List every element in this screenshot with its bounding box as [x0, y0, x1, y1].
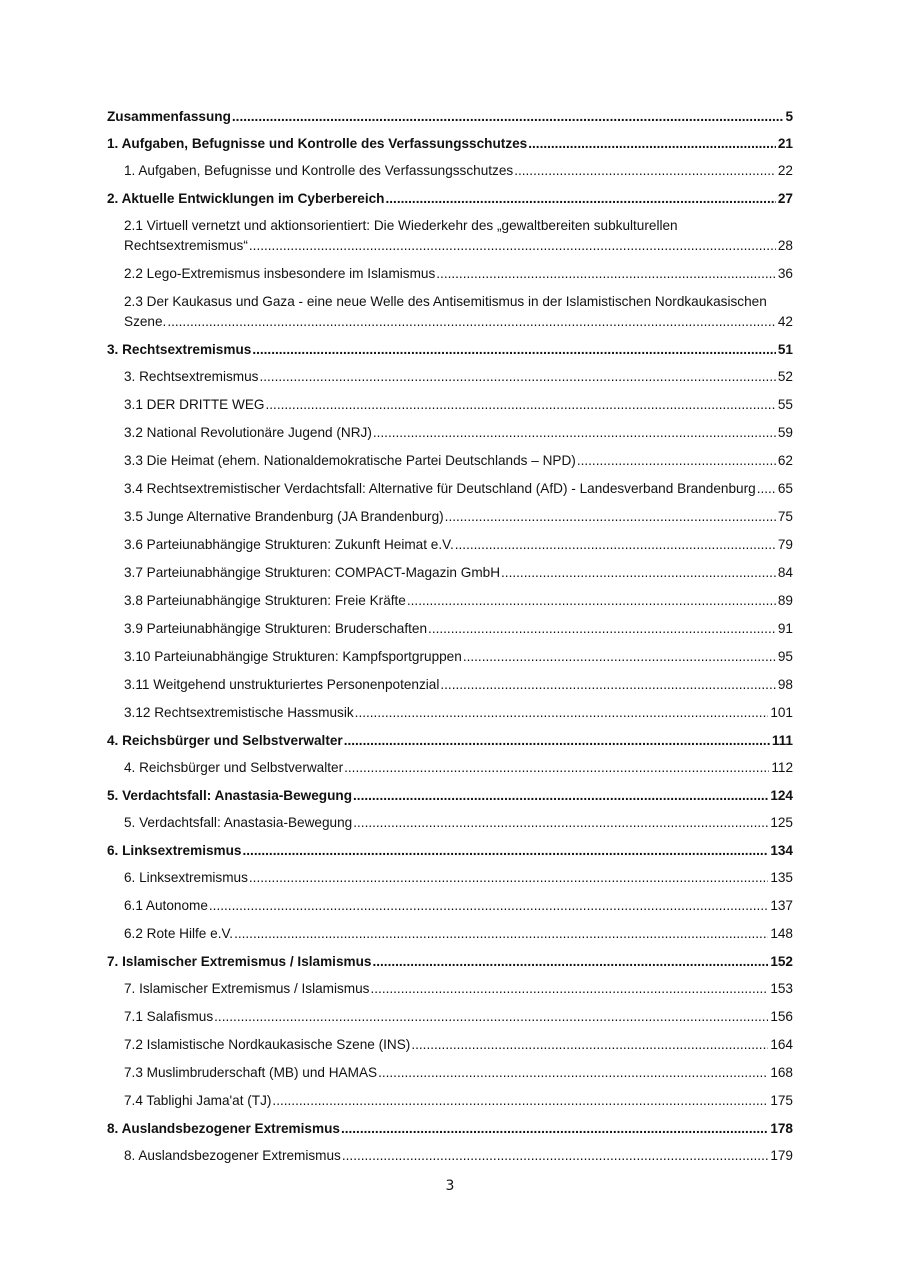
dot-leader — [454, 535, 776, 555]
toc-entry-title: 3.5 Junge Alternative Brandenburg (JA Brandenburg) — [124, 509, 444, 524]
toc-page-number: 124 — [770, 788, 793, 803]
toc-chapter-entry[interactable] — [107, 189, 793, 209]
toc-entry-title: 6. Linksextremismus — [107, 843, 242, 858]
toc-entry-line — [107, 731, 793, 751]
toc-entry-title: 3.11 Weitgehend unstrukturiertes Personenpotenzial — [124, 677, 440, 692]
toc-entry-title: Rechtsextremismus“ — [124, 238, 248, 253]
toc-entry-line — [124, 236, 793, 256]
toc-chapter-entry[interactable] — [107, 786, 793, 806]
toc-entry-title: 4. Reichsbürger und Selbstverwalter — [107, 733, 343, 748]
toc-page-number: 178 — [770, 1121, 793, 1136]
toc-entry-line — [124, 395, 793, 415]
page-number: 3 — [445, 1178, 455, 1194]
toc-entry-line — [124, 312, 793, 332]
toc-page-number: 28 — [777, 238, 793, 253]
toc-entry-line — [124, 979, 793, 999]
toc-section-entry[interactable] — [107, 395, 793, 415]
dot-leader — [340, 1119, 768, 1139]
toc-section-entry[interactable] — [107, 896, 793, 916]
dot-leader — [406, 591, 776, 611]
toc-entry-line — [124, 1035, 793, 1055]
toc-page-number: 62 — [777, 453, 793, 468]
toc-page-number: 52 — [777, 369, 793, 384]
toc-page-number: 22 — [777, 163, 793, 178]
dot-leader — [271, 1091, 768, 1111]
toc-entry-line — [124, 451, 793, 471]
toc-page-number: 137 — [770, 898, 793, 913]
toc-entry-line — [124, 367, 793, 387]
table-of-contents — [107, 107, 793, 1174]
toc-page-number: 27 — [777, 191, 793, 206]
toc-page-number: 135 — [770, 870, 793, 885]
toc-entry-line — [107, 134, 793, 154]
toc-section-entry[interactable] — [107, 1146, 793, 1166]
dot-leader — [385, 189, 776, 209]
toc-entry-line — [107, 189, 793, 209]
toc-section-entry[interactable] — [107, 292, 793, 332]
toc-entry-line — [107, 841, 793, 861]
toc-entry-title: 2.2 Lego-Extremismus insbesondere im Islamismus — [124, 266, 436, 281]
dot-leader — [341, 1146, 768, 1166]
toc-section-entry[interactable] — [107, 703, 793, 723]
toc-entry-line — [124, 1007, 793, 1027]
dot-leader — [513, 161, 776, 181]
toc-section-entry[interactable] — [107, 535, 793, 555]
toc-chapter-entry[interactable] — [107, 340, 793, 360]
toc-entry-line — [107, 340, 793, 360]
toc-entry-title: 3.4 Rechtsextremistischer Verdachtsfall: Alternative für Deutschland (AfD) - Landesverband Brandenburg — [124, 481, 756, 496]
dot-leader — [354, 703, 769, 723]
toc-entry-title: 1. Aufgaben, Befugnisse und Kontrolle des Verfassungsschutzes — [124, 163, 514, 178]
dot-leader — [372, 423, 776, 443]
toc-page-number: 153 — [770, 981, 793, 996]
toc-chapter-entry[interactable] — [107, 952, 793, 972]
toc-entry-line — [124, 703, 793, 723]
toc-page-number: 59 — [777, 425, 793, 440]
toc-entry-title: 7. Islamischer Extremismus / Islamismus — [107, 954, 372, 969]
toc-page-number: 79 — [777, 537, 793, 552]
toc-section-entry[interactable] — [107, 979, 793, 999]
toc-page-number: 164 — [770, 1037, 793, 1052]
toc-page-number: 134 — [770, 843, 793, 858]
toc-entry-line — [124, 535, 793, 555]
toc-entry-title: 8. Auslandsbezogener Extremismus — [124, 1148, 341, 1163]
toc-entry-line — [124, 1063, 793, 1083]
toc-section-entry[interactable] — [107, 507, 793, 527]
toc-entry-line — [107, 952, 793, 972]
toc-entry-title: 7.1 Salafismus — [124, 1009, 214, 1024]
toc-section-entry[interactable] — [107, 451, 793, 471]
dot-leader — [251, 340, 776, 360]
toc-section-entry[interactable] — [107, 675, 793, 695]
dot-leader — [264, 395, 775, 415]
dot-leader — [377, 1063, 768, 1083]
toc-page-number: 175 — [770, 1093, 793, 1108]
toc-section-entry[interactable] — [107, 758, 793, 778]
dot-leader — [500, 563, 776, 583]
toc-entry-title: 3. Rechtsextremismus — [124, 369, 259, 384]
toc-entry-title: 4. Reichsbürger und Selbstverwalter — [124, 760, 344, 775]
toc-entry-title: 3.6 Parteiunabhängige Strukturen: Zukunft Heimat e.V. — [124, 537, 454, 552]
dot-leader — [233, 924, 768, 944]
toc-entry-line — [124, 591, 793, 611]
toc-entry-line — [107, 1119, 793, 1139]
toc-page-number: 65 — [777, 481, 793, 496]
toc-entry-line — [124, 647, 793, 667]
dot-leader — [242, 841, 769, 861]
toc-section-entry[interactable] — [107, 216, 793, 256]
toc-entry-title: 6. Linksextremismus — [124, 870, 248, 885]
toc-page-number: 179 — [770, 1148, 793, 1163]
dot-leader — [343, 731, 770, 751]
toc-entry-line — [124, 675, 793, 695]
toc-entry-title: 8. Auslandsbezogener Extremismus — [107, 1121, 340, 1136]
toc-entry-line — [107, 786, 793, 806]
toc-page-number: 156 — [770, 1009, 793, 1024]
toc-entry-title: 6.1 Autonome — [124, 898, 208, 913]
toc-page-number: 168 — [770, 1065, 793, 1080]
toc-entry-line — [124, 1091, 793, 1111]
dot-leader — [756, 479, 776, 499]
toc-section-entry[interactable] — [107, 868, 793, 888]
toc-page-number: 84 — [777, 565, 793, 580]
toc-section-entry[interactable] — [107, 1035, 793, 1055]
toc-entry-line — [107, 107, 793, 127]
toc-section-entry[interactable] — [107, 1007, 793, 1027]
toc-section-entry[interactable] — [107, 591, 793, 611]
dot-leader — [166, 312, 776, 332]
toc-entry-title: 7.2 Islamistische Nordkaukasische Szene (INS) — [124, 1037, 411, 1052]
toc-section-entry[interactable] — [107, 161, 793, 181]
toc-page-number: 51 — [777, 342, 793, 357]
toc-page-number: 148 — [770, 926, 793, 941]
toc-section-entry[interactable] — [107, 647, 793, 667]
dot-leader — [352, 786, 768, 806]
toc-page-number: 75 — [777, 509, 793, 524]
toc-page-number: 95 — [777, 649, 793, 664]
dot-leader — [410, 1035, 768, 1055]
toc-entry-line — [124, 619, 793, 639]
toc-entry-title: 3.10 Parteiunabhängige Strukturen: Kampfsportgruppen — [124, 649, 462, 664]
toc-chapter-entry[interactable] — [107, 841, 793, 861]
toc-chapter-entry[interactable] — [107, 134, 793, 154]
toc-entry-line — [124, 868, 793, 888]
toc-entry-title: 5. Verdachtsfall: Anastasia-Bewegung — [107, 788, 353, 803]
toc-page-number: 5 — [785, 109, 793, 124]
toc-entry-line — [124, 924, 793, 944]
toc-entry-title: 3.9 Parteiunabhängige Strukturen: Bruderschaften — [124, 621, 428, 636]
dot-leader — [435, 264, 776, 284]
toc-entry-line — [124, 896, 793, 916]
toc-entry-title: 7.4 Tablighi Jama'at (TJ) — [124, 1093, 272, 1108]
toc-entry-title: 5. Verdachtsfall: Anastasia-Bewegung — [124, 815, 353, 830]
dot-leader — [231, 107, 784, 127]
dot-leader — [248, 236, 776, 256]
toc-section-entry[interactable] — [107, 367, 793, 387]
dot-leader — [462, 647, 776, 667]
dot-leader — [208, 896, 768, 916]
dot-leader — [352, 813, 768, 833]
toc-section-entry[interactable] — [107, 264, 793, 284]
toc-entry-line — [124, 479, 793, 499]
toc-entry-line — [124, 758, 793, 778]
toc-entry-line — [124, 507, 793, 527]
toc-page-number: 55 — [777, 397, 793, 412]
toc-section-entry[interactable] — [107, 423, 793, 443]
toc-entry-title: 6.2 Rote Hilfe e.V. — [124, 926, 234, 941]
toc-page-number: 112 — [771, 760, 793, 775]
toc-entry-title: Zusammenfassung — [107, 109, 231, 124]
toc-entry-line — [124, 813, 793, 833]
toc-chapter-entry[interactable] — [107, 1119, 793, 1139]
toc-entry-title: 1. Aufgaben, Befugnisse und Kontrolle des Verfassungsschutzes — [107, 136, 528, 151]
toc-entry-line — [124, 264, 793, 284]
toc-page-number: 21 — [777, 136, 793, 151]
toc-page-number: 125 — [770, 815, 793, 830]
toc-entry-line — [124, 423, 793, 443]
toc-section-entry[interactable] — [107, 619, 793, 639]
toc-entry-title: 2. Aktuelle Entwicklungen im Cyberbereich — [107, 191, 385, 206]
toc-page-number: 101 — [770, 705, 793, 720]
toc-section-entry[interactable] — [107, 1091, 793, 1111]
toc-page-number: 42 — [777, 314, 793, 329]
toc-page-number: 152 — [770, 954, 793, 969]
toc-page-number: 89 — [777, 593, 793, 608]
dot-leader — [371, 952, 768, 972]
toc-section-entry[interactable] — [107, 924, 793, 944]
toc-entry-title: Szene. — [124, 314, 167, 329]
dot-leader — [439, 675, 776, 695]
dot-leader — [444, 507, 776, 527]
toc-page-number: 91 — [777, 621, 793, 636]
dot-leader — [527, 134, 776, 154]
toc-section-entry[interactable] — [107, 813, 793, 833]
dot-leader — [248, 868, 768, 888]
toc-page-number: 98 — [777, 677, 793, 692]
toc-entry-title: 3.12 Rechtsextremistische Hassmusik — [124, 705, 354, 720]
dot-leader — [343, 758, 769, 778]
toc-page-number: 111 — [771, 733, 793, 748]
toc-entry-title: 3.8 Parteiunabhängige Strukturen: Freie Kräfte — [124, 593, 406, 608]
toc-entry-title: 3.2 National Revolutionäre Jugend (NRJ) — [124, 425, 372, 440]
toc-section-entry[interactable] — [107, 1063, 793, 1083]
dot-leader — [213, 1007, 768, 1027]
toc-entry-title: 7. Islamischer Extremismus / Islamismus — [124, 981, 370, 996]
toc-entry-title-line: 2.1 Virtuell vernetzt und aktionsorientiert: Die Wiederkehr des „gewaltbereiten subkulturellen — [124, 218, 678, 233]
toc-entry-title: 3.1 DER DRITTE WEG — [124, 397, 265, 412]
toc-page-number: 36 — [777, 266, 793, 281]
toc-chapter-entry[interactable] — [107, 107, 793, 127]
toc-section-entry[interactable] — [107, 563, 793, 583]
dot-leader — [369, 979, 768, 999]
toc-chapter-entry[interactable] — [107, 731, 793, 751]
toc-entry-title: 3. Rechtsextremismus — [107, 342, 252, 357]
toc-entry-line — [124, 1146, 793, 1166]
toc-entry-line — [124, 563, 793, 583]
dot-leader — [258, 367, 775, 387]
toc-section-entry[interactable] — [107, 479, 793, 499]
toc-entry-title-line: 2.3 Der Kaukasus und Gaza - eine neue Welle des Antisemitismus in der Islamistischen Nordkaukasischen — [124, 294, 767, 309]
toc-entry-line — [124, 161, 793, 181]
toc-entry-title: 3.7 Parteiunabhängige Strukturen: COMPACT-Magazin GmbH — [124, 565, 501, 580]
dot-leader — [576, 451, 776, 471]
dot-leader — [427, 619, 776, 639]
toc-entry-title: 7.3 Muslimbruderschaft (MB) und HAMAS — [124, 1065, 378, 1080]
toc-entry-title: 3.3 Die Heimat (ehem. Nationaldemokratische Partei Deutschlands – NPD) — [124, 453, 576, 468]
